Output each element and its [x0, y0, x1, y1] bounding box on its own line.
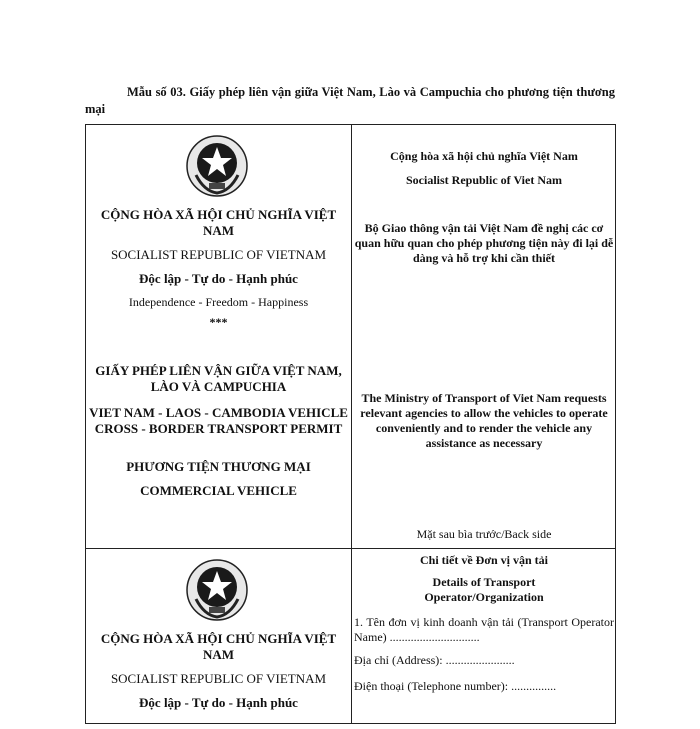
operator-details-cell [352, 549, 616, 729]
back-side-label: Mặt sau bìa trước/Back side [416, 527, 552, 541]
request-text-en: The Ministry of Transport of Viet Nam requests relevant agencies to allow the vehicles to operate conveniently and to render the vehicle any assistance as necessary [360, 391, 608, 450]
stars-divider: *** [209, 315, 228, 329]
country-name-en: SOCIALIST REPUBLIC OF VIETNAM [110, 247, 327, 262]
national-emblem-icon [184, 557, 250, 623]
inside-country-vi: Cộng hòa xã hội chủ nghĩa Việt Nam [390, 149, 578, 163]
inside-cover-cell [352, 125, 616, 548]
front-cover-cell [86, 125, 351, 548]
operator-heading-en: Details of Transport Operator/Organization [424, 575, 544, 604]
country-name-vi: CỘNG HÒA XÃ HỘI CHỦ NGHĨA VIỆT NAM [100, 631, 337, 662]
motto-vi: Độc lập - Tự do - Hạnh phúc [139, 695, 298, 710]
operator-address-field: Địa chỉ (Address): ....................... [354, 653, 515, 667]
permit-title-vi: GIẤY PHÉP LIÊN VẬN GIỮA VIỆT NAM, LÀO VÀ CAMPUCHIA [95, 363, 342, 394]
national-emblem-icon [184, 133, 250, 199]
country-name-en: SOCIALIST REPUBLIC OF VIETNAM [110, 671, 327, 686]
permit-form-table [85, 124, 616, 724]
vehicle-type-en: COMMERCIAL VEHICLE [140, 483, 297, 498]
inside-country-en: Socialist Republic of Viet Nam [406, 173, 562, 187]
motto-vi: Độc lập - Tự do - Hạnh phúc [139, 271, 298, 286]
vehicle-type-vi: PHƯƠNG TIỆN THƯƠNG MẠI [126, 459, 311, 474]
form-caption: Mẫu số 03. Giấy phép liên vận giữa Việt Nam, Lào và Campuchia cho phương tiện thương mại [85, 85, 615, 116]
country-name-vi: CỘNG HÒA XÃ HỘI CHỦ NGHĨA VIỆT NAM [100, 207, 337, 238]
operator-heading-vi: Chi tiết về Đơn vị vận tải [420, 553, 548, 567]
motto-en: Independence - Freedom - Happiness [128, 295, 309, 309]
permit-title-en: VIET NAM - LAOS - CAMBODIA VEHICLE CROSS - BORDER TRANSPORT PERMIT [89, 405, 348, 436]
operator-phone-field: Điện thoại (Telephone number): ............... [354, 679, 557, 693]
request-text-vi: Bộ Giao thông vận tải Việt Nam đề nghị các cơ quan hữu quan cho phép phương tiện này đi lại dễ dàng và hỗ trợ khi cần thiết [354, 221, 614, 265]
operator-name-field: 1. Tên đơn vị kinh doanh vận tải (Transport Operator Name) .............................. [354, 615, 614, 644]
page2-left-cell [86, 549, 351, 729]
